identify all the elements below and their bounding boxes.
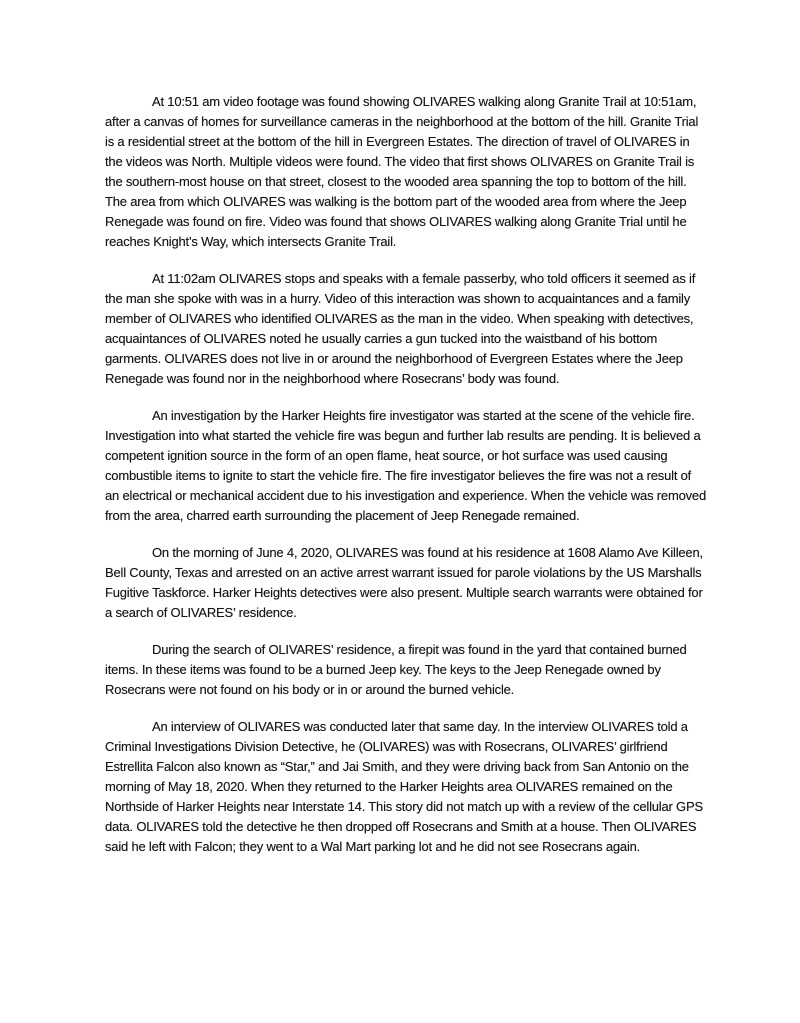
paragraph: At 11:02am OLIVARES stops and speaks with a female passerby, who told officers it seemed as if the man she spoke with was in a hurry. Video of this interaction was shown to acquaintances and a family member of OLIVARES who identified OLIVARES as the man in the video. When speaking with detectives, acquaintances of OLIVARES noted he usually carries a gun tucked into the waistband of his bottom garments. OLIVARES does not live in or around the neighborhood of Evergreen Estates where the Jeep Renegade was found nor in the neighborhood where Rosecrans’ body was found.: [105, 271, 696, 386]
paragraph: On the morning of June 4, 2020, OLIVARES was found at his residence at 1608 Alamo Ave Killeen, Bell County, Texas and arrested on an active arrest warrant issued for parole violations by the US Marshalls Fugitive Taskforce. Harker Heights detectives were also present. Multiple search warrants were obtained for a search of OLIVARES’ residence.: [105, 545, 703, 620]
paragraph: During the search of OLIVARES’ residence, a firepit was found in the yard that contained burned items. In these items was found to be a burned Jeep key. The keys to the Jeep Renegade owned by Rosecrans were not found on his body or in or around the burned vehicle.: [105, 642, 687, 697]
paragraph: At 10:51 am video footage was found showing OLIVARES walking along Granite Trail at 10:51am, after a canvas of homes for surveillance cameras in the neighborhood at the bottom of the hill. Granite Trial is a residential street at the bottom of the hill in Evergreen Estates. The direction of travel of OLIVARES in the videos was North. Multiple videos were found. The video that first shows OLIVARES on Granite Trail is the southern-most house on that street, closest to the wooded area spanning the top to bottom of the hill. The area from which OLIVARES was walking is the bottom part of the wooded area from where the Jeep Renegade was found on fire. Video was found that shows OLIVARES walking along Granite Trial until he reaches Knight’s Way, which intersects Granite Trail.: [105, 94, 699, 249]
paragraph: An investigation by the Harker Heights fire investigator was started at the scene of the vehicle fire. Investigation into what started the vehicle fire was begun and further lab results are pending. It is believed a competent ignition source in the form of an open flame, heat source, or hot surface was used causing combustible items to ignite to start the vehicle fire. The fire investigator believes the fire was not a result of an electrical or mechanical accident due to his investigation and experience. When the vehicle was removed from the area, charred earth surrounding the placement of Jeep Renegade remained.: [105, 408, 706, 523]
paragraph: An interview of OLIVARES was conducted later that same day. In the interview OLIVARES told a Criminal Investigations Division Detective, he (OLIVARES) was with Rosecrans, OLIVARES’ girlfriend Estrellita Falcon also known as “Star,” and Jai Smith, and they were driving back from San Antonio on the morning of May 18, 2020. When they returned to the Harker Heights area OLIVARES remained on the Northside of Harker Heights near Interstate 14. This story did not match up with a review of the cellular GPS data. OLIVARES told the detective he then dropped off Rosecrans and Smith at a house. Then OLIVARES said he left with Falcon; they went to a Wal Mart parking lot and he did not see Rosecrans again.: [105, 719, 703, 854]
document-body: [105, 92, 707, 874]
